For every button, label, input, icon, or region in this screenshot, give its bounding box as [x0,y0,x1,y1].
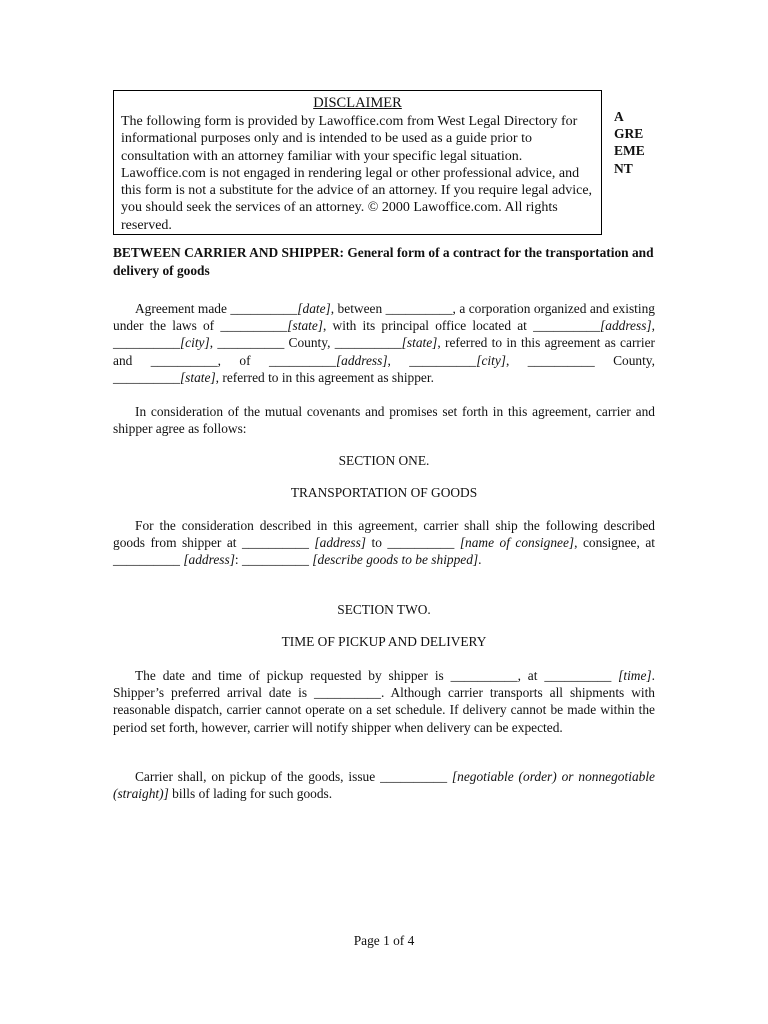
side-title-line: NT [614,160,633,176]
placeholder-text: [state] [401,335,438,351]
side-title [614,108,674,177]
disclaimer-title: DISCLAIMER [313,95,402,111]
text-run: Agreement made __________ [135,301,298,316]
side-title-line: EME [614,143,645,159]
text-run: , __________ County, __________ [113,352,655,385]
placeholder-text: [state] [287,318,324,334]
section-one-label: SECTION ONE. [338,453,430,468]
placeholder-text: [city] [476,352,506,368]
text-run: , __________ [387,352,477,368]
side-title-line: A [614,109,624,124]
placeholder-text: [name of consignee] [459,535,575,551]
text-run: bills of lading for such goods. [168,786,333,802]
text-run: to __________ [366,535,460,551]
text-run: . Shipper’s preferred arrival date is __________. Although carrier transports all shipments with reasonable dispatch, carrier cannot operate on a set schedule. If delivery cannot be made within the period set forth, however, carrier will notify shipper when delivery can be expected. [113,668,655,735]
placeholder-text: [city] [179,335,210,351]
page-number: Page 1 of 4 [353,933,415,948]
text-run: Carrier shall, on pickup of the goods, issue __________ [135,769,452,784]
text-run: . [478,552,482,568]
placeholder-text: [state] [179,369,216,385]
placeholder-text: [address] [183,552,235,568]
text-run: , with its principal office located at __________ [323,318,601,334]
placeholder-text: [negotiable (order) or nonnegotiable (straight)] [113,769,655,802]
agreement-paragraph [113,300,655,386]
text-run: , referred to in this agreement as shipper. [215,369,434,385]
text-run: , consignee, at __________ [113,535,655,568]
side-title-line: GRE [614,126,644,142]
text-run: , between __________, a corporation organized and existing under the laws of __________ [113,301,655,334]
text-run: , __________ [113,318,655,351]
consideration-paragraph: In consideration of the mutual covenants and promises set forth in this agreement, carrier and shipper agree as follows: [113,404,655,437]
section-two-label: SECTION TWO. [337,602,431,617]
section-one-title: TRANSPORTATION OF GOODS [290,485,478,500]
text-run: The date and time of pickup requested by shipper is __________, at __________ [135,668,619,683]
text-run: , __________ County, __________ [209,335,402,351]
pickup-paragraph [113,667,655,736]
placeholder-text: [describe goods to be shipped] [312,552,479,568]
text-run: For the consideration described in this agreement, carrier shall ship the following described goods from shipper at __________ [113,518,655,551]
transportation-paragraph [113,517,655,569]
text-run: , referred to in this agreement as carrier and __________, of __________ [113,335,655,368]
bills-of-lading-paragraph [113,768,655,802]
document-heading: BETWEEN CARRIER AND SHIPPER: General form of a contract for the transportation and delivery of goods [113,245,654,278]
text-run: : __________ [234,552,313,568]
placeholder-text: [address] [600,318,652,334]
placeholder-text: [date] [297,301,331,316]
placeholder-text: [time] [618,668,652,683]
section-two-title: TIME OF PICKUP AND DELIVERY [281,634,487,649]
placeholder-text: [address] [314,535,367,551]
disclaimer-body: The following form is provided by Lawoffice.com from West Legal Directory for informational purposes only and is intended to be used as a guide prior to consultation with an attorney familiar with your specific legal situation. Lawoffice.com is not engaged in rendering legal or other professional advice, and this form is not a substitute for the advice of an attorney. If you require legal advice, you should seek the services of an attorney. © 2000 Lawoffice.com. All rights reserved. [121,114,593,233]
placeholder-text: [address] [335,352,388,368]
disclaimer-box [113,90,602,235]
